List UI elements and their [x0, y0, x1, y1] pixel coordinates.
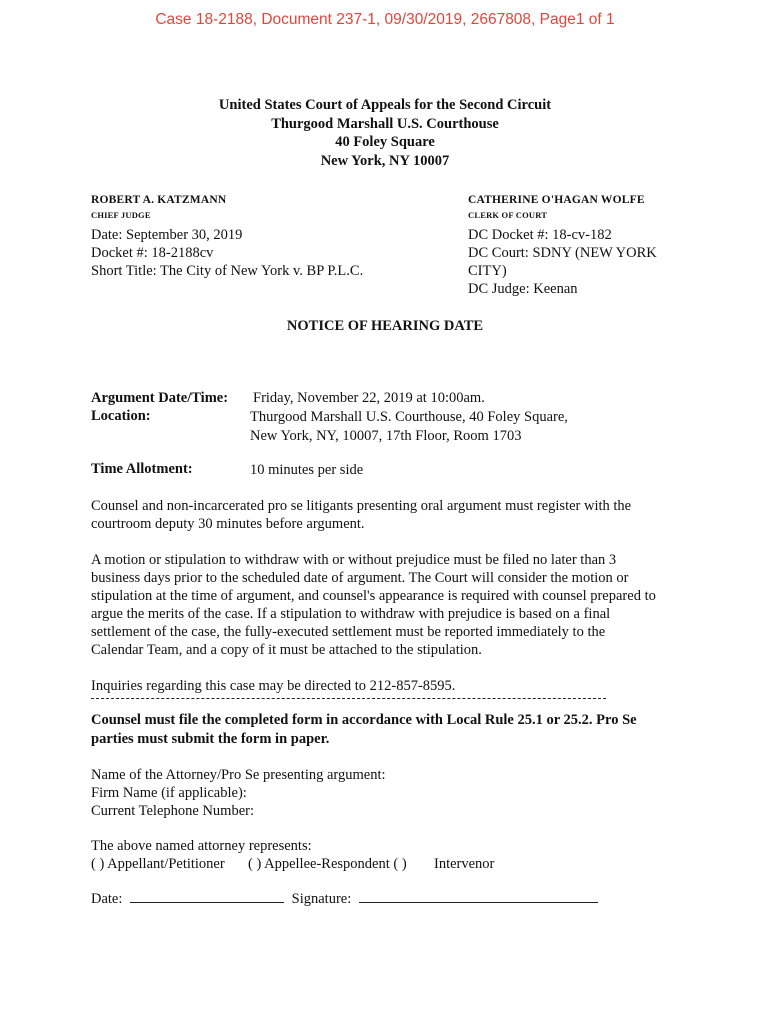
date-label: Date:	[91, 891, 123, 907]
dc-docket: DC Docket #: 18-cv-182	[468, 227, 612, 243]
paragraph-line: settlement of the case, the fully-executed settlement must be reported immediately to the	[91, 624, 606, 640]
court-name: United States Court of Appeals for the Second Circuit	[218, 97, 552, 113]
location-line-2: New York, NY, 10007, 17th Floor, Room 1703	[250, 428, 522, 444]
argument-value: Friday, November 22, 2019 at 10:00am.	[253, 390, 485, 406]
withdrawal-paragraph	[91, 551, 656, 659]
attorney-name-field: Name of the Attorney/Pro Se presenting argument:	[91, 767, 386, 783]
case-info	[91, 226, 363, 280]
instruction-line: parties must submit the form in paper.	[91, 730, 330, 747]
case-date: Date: September 30, 2019	[91, 227, 243, 243]
dashed-divider	[91, 698, 606, 699]
dc-court: DC Court: SDNY (NEW YORK	[468, 245, 657, 261]
intervenor-option: Intervenor	[434, 856, 495, 872]
case-docket: Docket #: 18-2188cv	[91, 245, 214, 261]
date-blank	[130, 890, 284, 903]
clerk-title: CLERK OF COURT	[468, 210, 548, 220]
chief-judge-name: ROBERT A. KATZMANN	[91, 194, 227, 206]
location-value	[250, 408, 568, 446]
court-header	[0, 96, 770, 170]
allotment-value: 10 minutes per side	[250, 462, 364, 478]
case-short-title: Short Title: The City of New York v. BP P.L.C.	[91, 263, 364, 279]
courthouse-name: Thurgood Marshall U.S. Courthouse	[271, 115, 499, 132]
appellee-option: ( ) Appellee-Respondent ( )	[248, 856, 407, 872]
district-court-info	[468, 226, 657, 298]
inquiries-line: Inquiries regarding this case may be directed to 212-857-8595.	[91, 678, 456, 694]
registration-paragraph	[91, 497, 631, 533]
case-stamp: Case 18-2188, Document 237-1, 09/30/2019, 2667808, Page1 of 1	[155, 11, 615, 28]
signature-blank	[359, 890, 598, 903]
dc-judge: DC Judge: Keenan	[468, 281, 578, 297]
represents-label: The above named attorney represents:	[91, 838, 312, 854]
argument-label: Argument Date/Time:	[91, 390, 229, 406]
signoff-row	[91, 890, 598, 909]
court-city: New York, NY 10007	[320, 152, 450, 169]
firm-name-field: Firm Name (if applicable):	[91, 785, 247, 801]
dc-court-continued: CITY)	[468, 263, 507, 279]
paragraph-line: business days prior to the scheduled date of argument. The Court will consider the motion or	[91, 570, 629, 586]
paragraph-line: stipulation at the time of argument, and counsel's appearance is required with counsel prepared to	[91, 588, 656, 604]
attorney-form-fields	[91, 766, 386, 820]
allotment-label: Time Allotment:	[91, 461, 193, 477]
paragraph-line: Calendar Team, and a copy of it must be attached to the stipulation.	[91, 642, 482, 658]
signature-label: Signature:	[291, 891, 352, 907]
clerk-name: CATHERINE O'HAGAN WOLFE	[468, 194, 645, 206]
instruction-line: Counsel must file the completed form in accordance with Local Rule 25.1 or 25.2. Pro Se	[91, 712, 637, 728]
location-label: Location:	[91, 408, 151, 424]
form-instructions	[91, 711, 637, 748]
paragraph-line: courtroom deputy 30 minutes before argument.	[91, 516, 365, 532]
telephone-field: Current Telephone Number:	[91, 803, 255, 819]
notice-title: NOTICE OF HEARING DATE	[286, 318, 484, 334]
chief-judge-title: CHIEF JUDGE	[91, 210, 151, 220]
location-line-1: Thurgood Marshall U.S. Courthouse, 40 Foley Square,	[250, 409, 568, 425]
court-street: 40 Foley Square	[335, 134, 435, 150]
appellant-option: ( ) Appellant/Petitioner	[91, 856, 225, 872]
paragraph-line: Counsel and non-incarcerated pro se litigants presenting oral argument must register with the	[91, 498, 632, 514]
paragraph-line: argue the merits of the case. If a stipulation to withdraw with prejudice is based on a final	[91, 606, 611, 622]
paragraph-line: A motion or stipulation to withdraw with or without prejudice must be filed no later than 3	[91, 552, 617, 568]
